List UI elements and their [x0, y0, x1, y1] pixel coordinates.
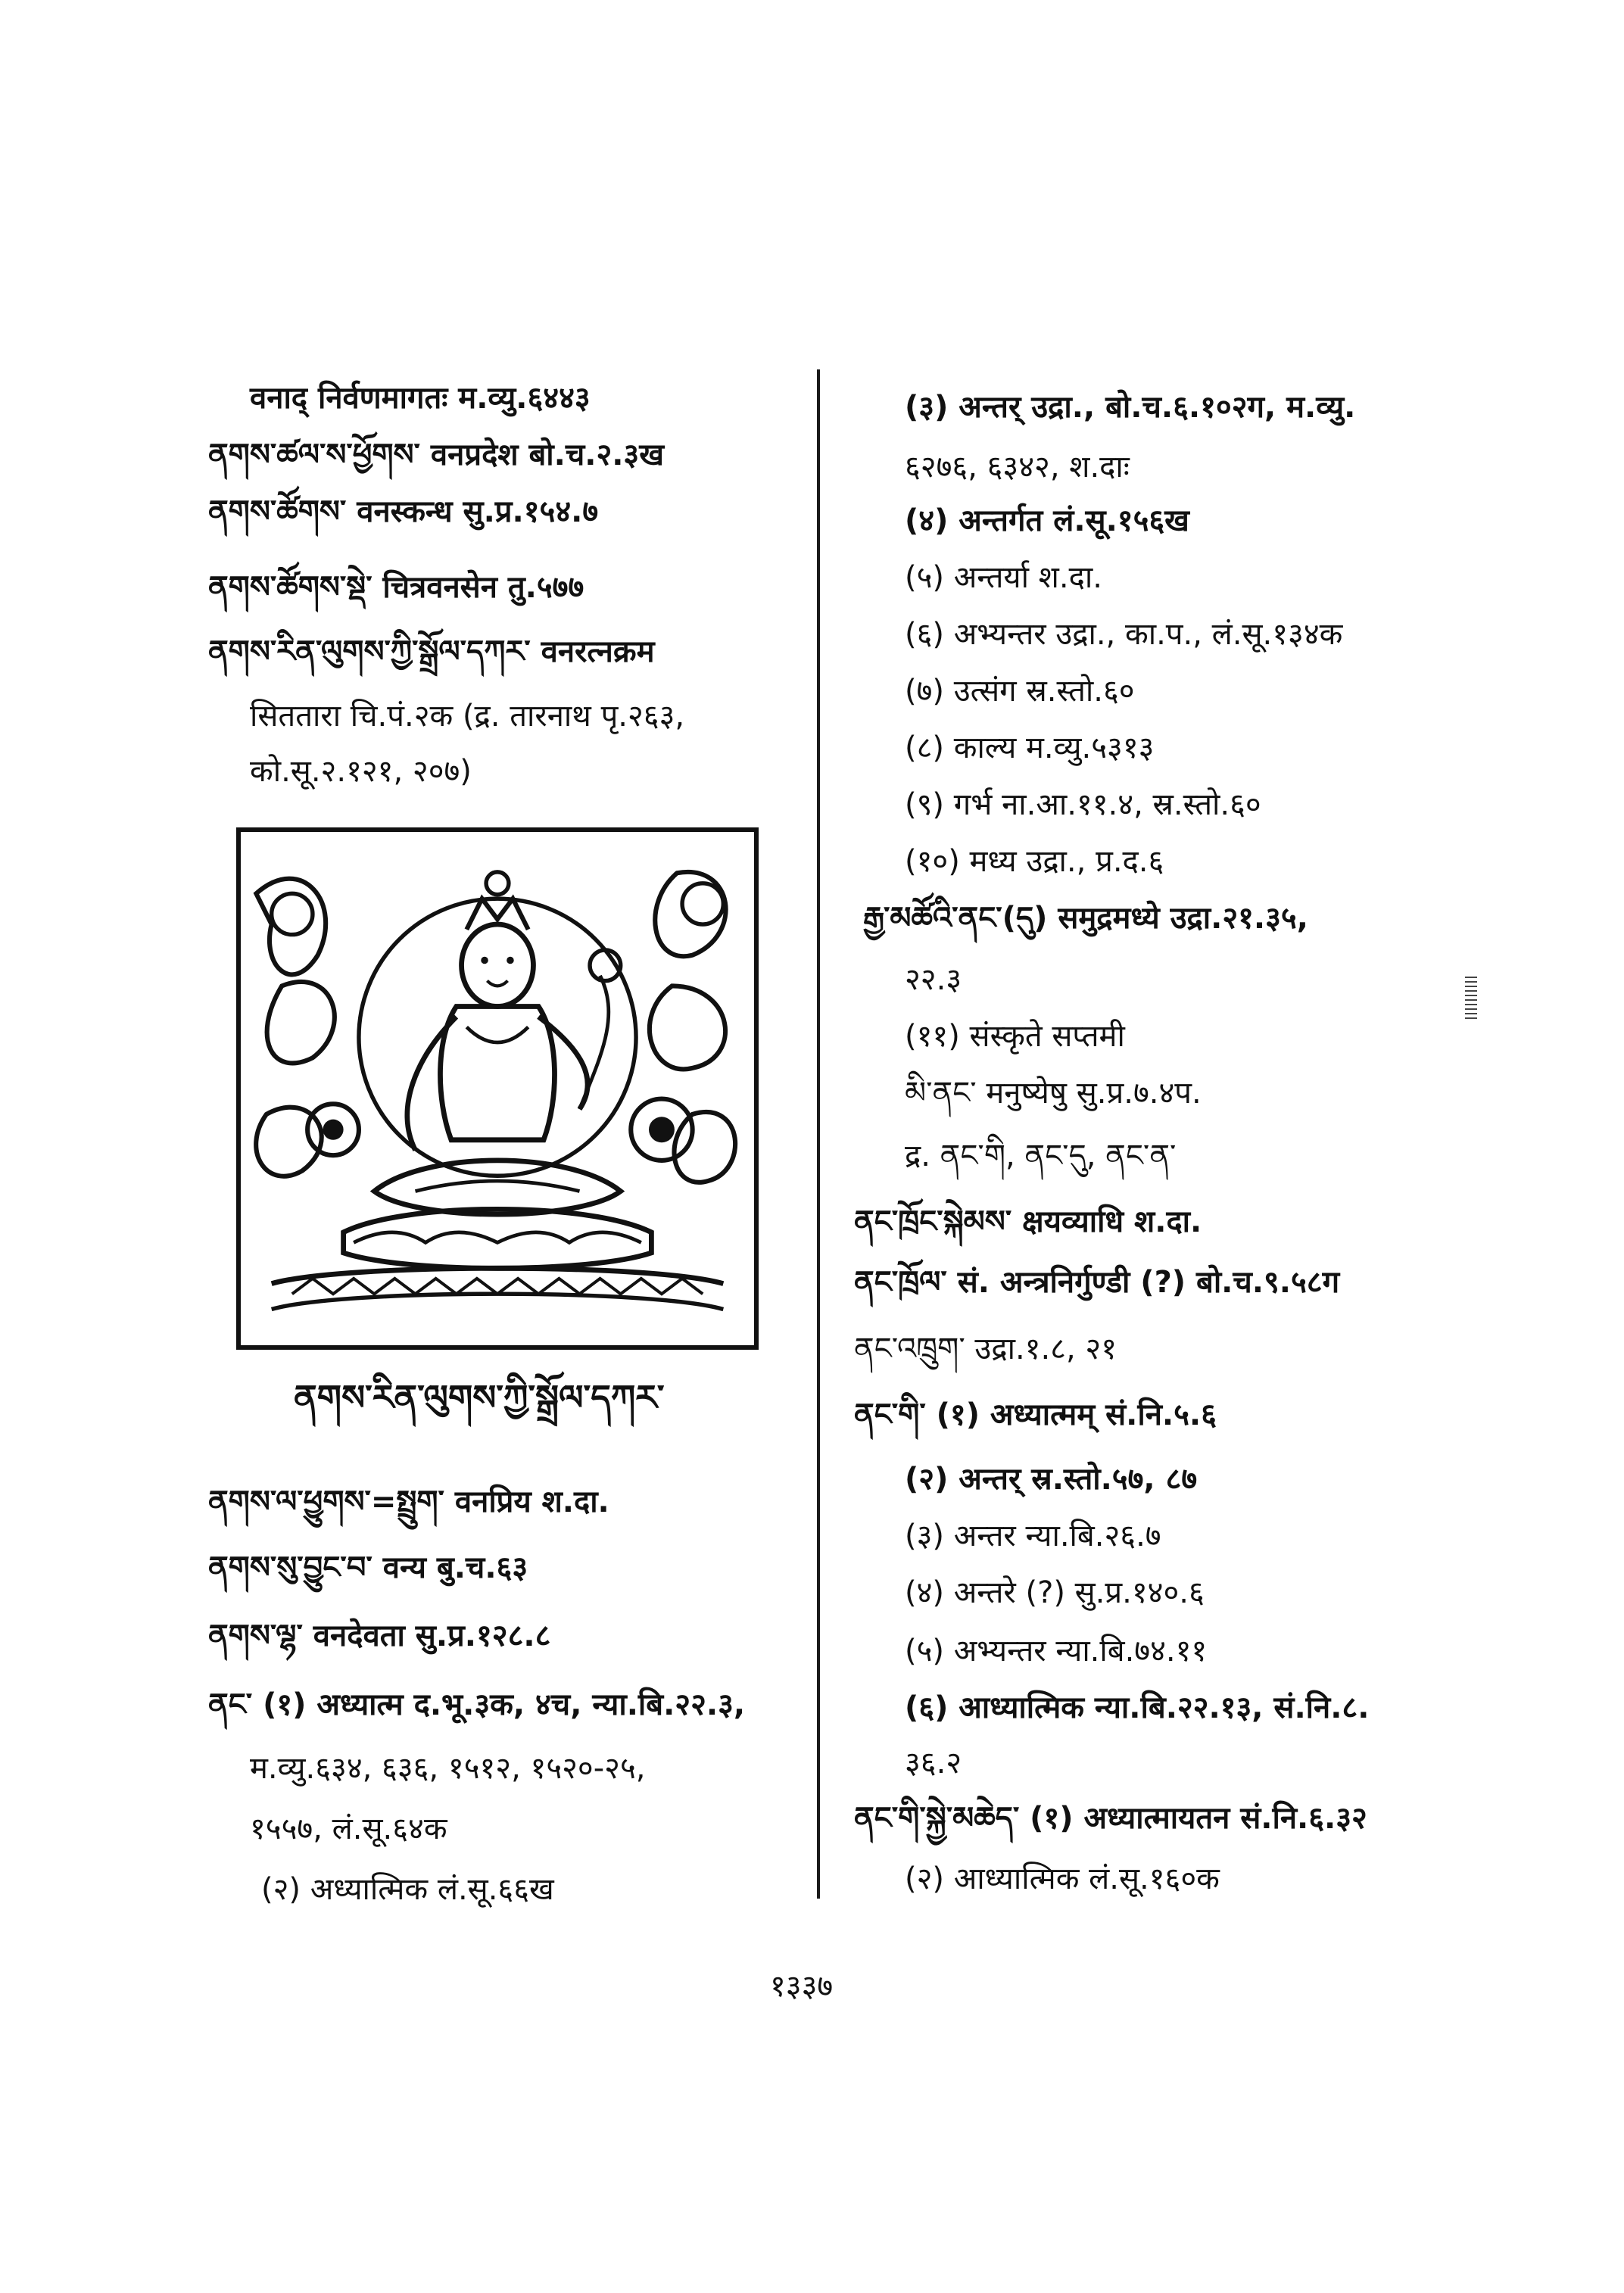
entry-line: सिततारा चि.पं.२क (द्र. तारनाथ पृ.२६३,	[250, 699, 685, 734]
entry-line: མི་ནང་ मनुष्येषु सु.प्र.७.४प.	[905, 1076, 1202, 1111]
entry-line: (९) गर्भ ना.आ.११.४, स्र.स्तो.६०	[905, 787, 1261, 822]
entry-line: म.व्यु.६३४, ६३६, १५१२, १५२०-२५,	[250, 1751, 646, 1786]
entry-line: ནགས་ལ་ཕྱུགས་=སྤྲུག་ वनप्रिय श.दा.	[208, 1485, 609, 1519]
entry-line: को.सू.२.१२१, २०७)	[250, 754, 472, 789]
entry-line: (४) अन्तर्गत लं.सू.१५६ख	[905, 503, 1189, 538]
entry-line: ནགས་ཚལ་ས་ཕྱོགས་ वनप्रदेश बो.च.२.३ख	[208, 438, 664, 472]
entry-line: (४) अन्तरे (?) सु.प्र.१४०.६	[905, 1575, 1205, 1610]
entry-line: ནང་ (१) अध्यात्म द.भू.३क, ४च, न्या.बि.२२.३,	[208, 1687, 746, 1722]
deity-woodcut-image	[241, 832, 754, 1345]
entry-line: ནང་ཁྲོལ་ सं. अन्त्रनिर्गुण्डी (?) बो.च.९.५८ग	[854, 1265, 1340, 1300]
page-number: १३३७	[770, 1969, 834, 2004]
entry-line: (२) अध्यात्मिक लं.सू.६६ख	[261, 1872, 554, 1907]
column-divider	[817, 369, 820, 1899]
entry-line: ནགས་ཚོགས་ वनस्कन्ध सु.प्र.१५४.७	[208, 494, 599, 529]
entry-line: ནང་གི་སྐྱེ་མཆེད་ (१) अध्यात्मायतन सं.नि.६.३२	[854, 1801, 1367, 1836]
entry-line: २२.३	[905, 962, 962, 997]
entry-line: द्र. ནང་གི, ནང་དུ, ནང་ན་	[905, 1139, 1177, 1173]
entry-line: (७) उत्संग स्र.स्तो.६०	[905, 674, 1135, 709]
entry-line: (६) अभ्यन्तर उद्रा., का.प., लं.सू.१३४क	[905, 617, 1343, 652]
entry-line: (२) आध्यात्मिक लं.सू.१६०क	[905, 1862, 1220, 1896]
entry-line: ནགས་ཚོགས་སྡེ་ चित्रवनसेन तु.५७७	[208, 570, 584, 605]
entry-line: ནགས་སུ་བྱུང་བ་ वन्य बु.च.६३	[208, 1550, 528, 1585]
entry-line: (११) संस्कृते सप्तमी	[905, 1019, 1125, 1054]
entry-line: (६) आध्यात्मिक न्या.बि.२२.१३, सं.नि.८.	[905, 1690, 1370, 1725]
entry-line: (५) अभ्यन्तर न्या.बि.७४.११	[905, 1634, 1208, 1668]
scan-artifact	[1465, 977, 1477, 1022]
entry-line: རྒྱ་མཚོའི་ནང་(དུ) समुद्रमध्ये उद्रा.२१.३५,	[863, 901, 1308, 936]
entry-line: ནང་གི་ (१) अध्यात्मम् सं.नि.५.६	[854, 1397, 1217, 1432]
entry-line: ནགས་ལྷ་ वनदेवता सु.प्र.१२८.८	[208, 1618, 551, 1653]
entry-line: ནང་འཁྲུག་ उद्रा.१.८, २१	[854, 1332, 1117, 1366]
entry-line: वनाद् निर्वणमागतः म.व्यु.६४४३	[250, 381, 591, 416]
entry-line: (१०) मध्य उद्रा., प्र.द.६	[905, 844, 1164, 879]
entry-line: (२) अन्तर् स्र.स्तो.५७, ८७	[905, 1462, 1198, 1497]
entry-line: ६२७६, ६३४२, श.दाः	[905, 450, 1130, 484]
entry-line: ३६.२	[905, 1746, 962, 1781]
entry-line: (५) अन्तर्या श.दा.	[905, 560, 1102, 595]
entry-line: १५५७, लं.सू.६४क	[250, 1812, 447, 1846]
illustration-caption: ནགས་རིན་ལུགས་ཀྱི་སྒྲོལ་དཀར་	[294, 1377, 665, 1418]
entry-line: ནང་ཁྲོང་སྐེམས་ क्षयव्याधि श.दा.	[854, 1204, 1202, 1239]
entry-line: (८) काल्य म.व्यु.५३१३	[905, 731, 1155, 765]
entry-line: (३) अन्तर् उद्रा., बो.च.६.१०२ग, म.व्यु.	[905, 390, 1356, 425]
sitatara-illustration	[236, 827, 759, 1350]
entry-line: (३) अन्तर न्या.बि.२६.७	[905, 1519, 1161, 1553]
entry-line: ནགས་རིན་ལུགས་ཀྱི་སྒྲོལ་དཀར་ वनरत्नक्रम	[208, 634, 655, 669]
